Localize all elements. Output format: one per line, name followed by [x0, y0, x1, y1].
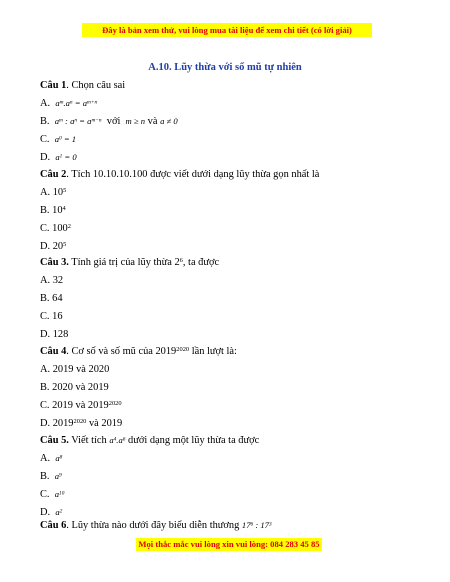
q4-option-c: C. 2019 và $2019^{2020}$ [40, 399, 122, 411]
question-2: Câu 2. Tích 10.10.10.100 được viết dưới dạng lũy thừa gọn nhất là [40, 169, 320, 180]
q3-option-d: D. 128 [40, 329, 69, 340]
question-5: Câu 5. Viết tích $a^4.a^6$ dưới dạng một lũy thừa ta được [40, 435, 260, 446]
section-title: A.10. Lũy thừa với số mũ tự nhiên [148, 62, 302, 73]
q1-option-c: C. $a^0 = 1$ [40, 134, 77, 145]
q4-option-b: B. 2020 và 2019 [40, 382, 109, 393]
q1-option-a: A. $a^m.a^n = a^{m+n}$ [40, 98, 98, 109]
question-3: Câu 3. Tính giá trị của lũy thừa $2^6$, ta được [40, 256, 220, 268]
q3-option-a: A. 32 [40, 275, 64, 286]
q1-option-b: B. $a^m$ : $a^n = a^{m-n}$ với m ≥ n và a ≠ 0 [40, 116, 178, 127]
question-4: Câu 4. Cơ số và số mũ của $2019^{2020}$ lần lượt là: [40, 345, 237, 357]
contact-footer: Mọi thắc mắc vui lòng xin vui lòng: 084 283 45 85 [136, 538, 322, 551]
preview-banner: Đây là bản xem thử, vui lòng mua tài liệu để xem chi tiết (có lời giải) [82, 23, 372, 37]
q2-option-b: B. $10^4$ [40, 204, 66, 216]
q1-option-d: D. $a^1 = 0$ [40, 152, 77, 163]
q2-option-d: D. $20^5$ [40, 240, 67, 252]
q3-option-c: C. 16 [40, 311, 63, 322]
q4-option-d: D. $2019^{2020}$ và 2019 [40, 417, 123, 429]
q5-option-c: C. $a^{10}$ [40, 489, 65, 500]
q2-option-c: C. $100^2$ [40, 222, 71, 234]
question-6: Câu 6. Lũy thừa nào dưới đây biểu diễn thương $17^6$ : $17^3$ [40, 520, 272, 531]
q4-option-a: A. 2019 và 2020 [40, 364, 110, 375]
question-1: Câu 1. Chọn câu sai [40, 80, 126, 91]
q5-option-d: D. $a^2$ [40, 507, 63, 518]
q2-option-a: A. $10^5$ [40, 186, 67, 198]
q3-option-b: B. 64 [40, 293, 63, 304]
q5-option-a: A. $a^8$ [40, 453, 63, 464]
q5-option-b: B. $a^9$ [40, 471, 62, 482]
